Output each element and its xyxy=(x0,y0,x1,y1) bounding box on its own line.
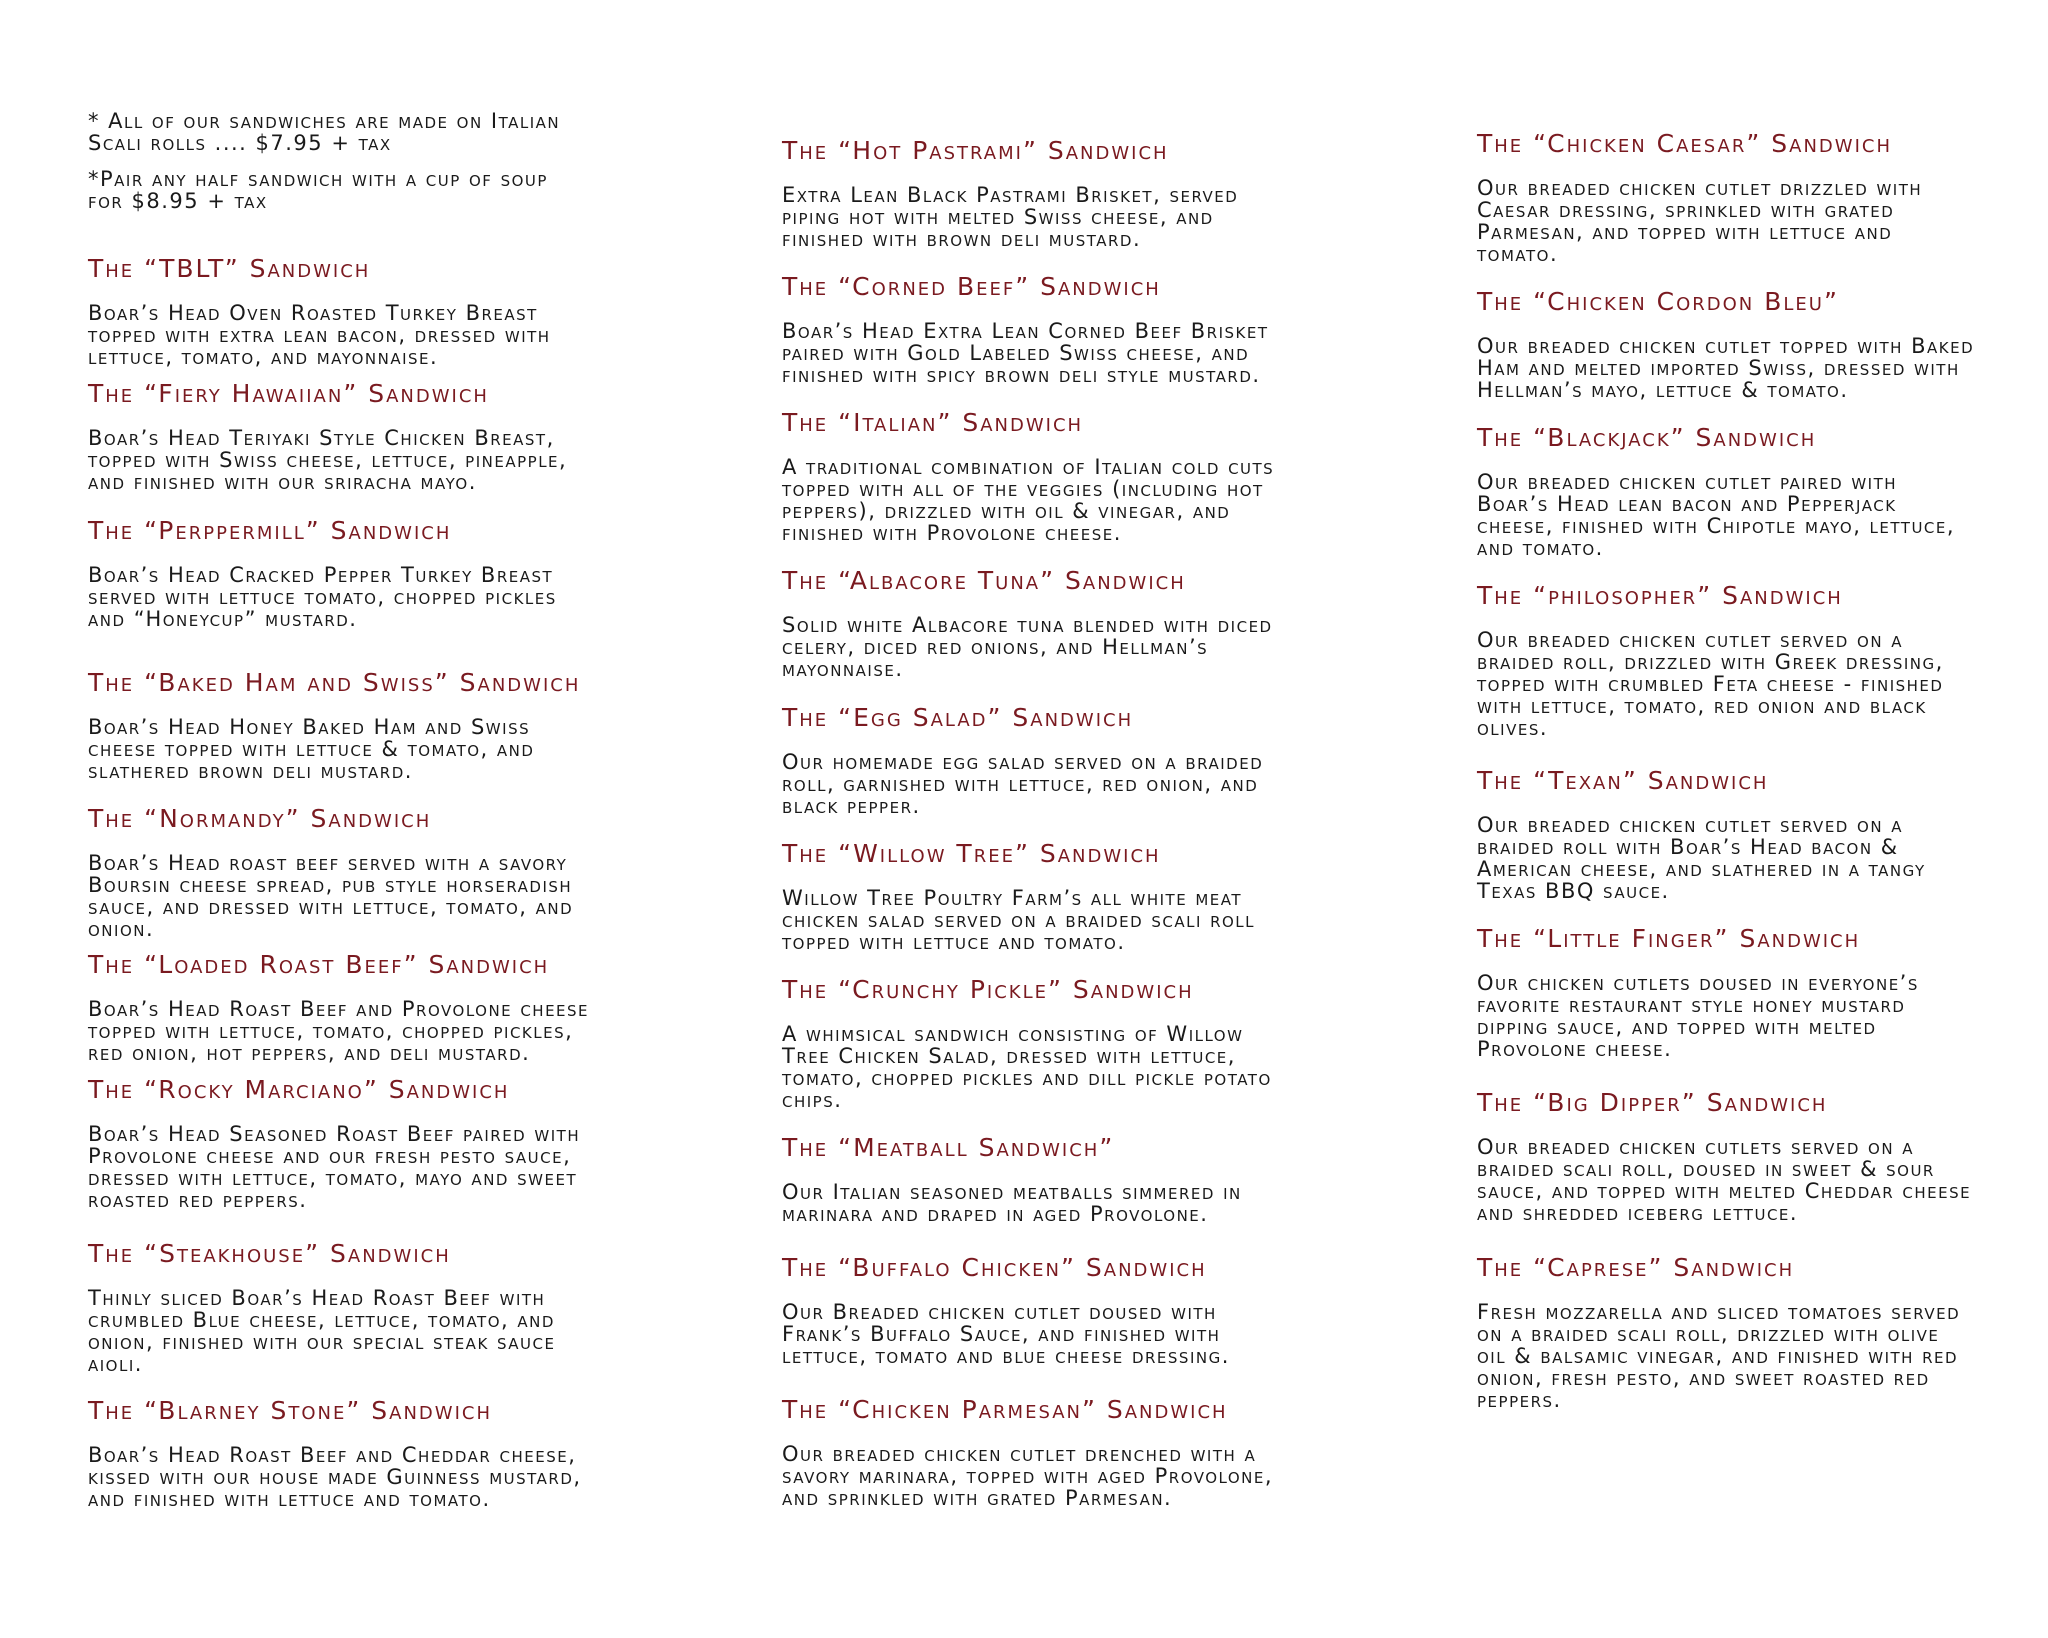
menu-item-description: Our Breaded chicken cutlet doused with Frank’s Buffalo Sauce, and finished with lettuce, tomato and blue cheese dressing. xyxy=(782,1300,1230,1368)
menu-item-description: Our breaded chicken cutlet served on a braided roll, drizzled with Greek dressing, topped with crumbled Feta cheese - finished with lettuce, tomato, red onion and black olives. xyxy=(1477,628,1944,740)
menu-item-description: Our chicken cutlets doused in everyone’s favorite restaurant style honey mustard dipping sauce, and topped with melted Provolone cheese. xyxy=(1477,971,1919,1061)
menu-item-title: The “Fiery Hawaiian” Sandwich xyxy=(88,379,489,408)
menu-item-description: Solid white Albacore tuna blended with diced celery, diced red onions, and Hellman’s mayonnaise. xyxy=(782,613,1273,681)
menu-item xyxy=(1477,768,1997,902)
menu-item-title: The “Texan” Sandwich xyxy=(1477,766,1769,795)
menu-item xyxy=(88,806,608,940)
menu-item-title: The “Perppermill” Sandwich xyxy=(88,516,452,545)
price-note: * All of our sandwiches are made on Italian Scali rolls .... $7.95 + tax xyxy=(88,109,561,155)
menu-item-title: The “Baked Ham and Swiss” Sandwich xyxy=(88,668,581,697)
menu-item xyxy=(782,274,1302,386)
menu-item xyxy=(782,705,1302,817)
menu-item xyxy=(1477,425,1997,559)
menu-item-title: The “Normandy” Sandwich xyxy=(88,804,432,833)
menu-item xyxy=(88,1077,608,1211)
soup-pairing-note: *Pair any half sandwich with a cup of soup for $8.95 + tax xyxy=(88,167,548,213)
menu-item-description: Boar’s Head Teriyaki Style Chicken Breast, topped with Swiss cheese, lettuce, pineapple, and finished with our sriracha mayo. xyxy=(88,426,568,494)
menu-item-description: Boar’s Head Roast Beef and Provolone cheese topped with lettuce, tomato, chopped pickles, red onion, hot peppers, and deli mustard. xyxy=(88,997,590,1065)
menu-item-description: Our breaded chicken cutlet topped with Baked Ham and melted imported Swiss, dressed with Hellman’s mayo, lettuce & tomato. xyxy=(1477,334,1975,402)
menu-item-description: A traditional combination of Italian cold cuts topped with all of the veggies (including hot peppers), drizzled with oil & vinegar, and finished with Provolone cheese. xyxy=(782,455,1275,545)
menu-item-title: The “Albacore Tuna” Sandwich xyxy=(782,566,1186,595)
menu-item xyxy=(782,977,1302,1111)
menu-item xyxy=(88,670,608,782)
menu-item-description: A whimsical sandwich consisting of Willow Tree Chicken Salad, dressed with lettuce, tomato, chopped pickles and dill pickle potato chips. xyxy=(782,1022,1272,1112)
menu-item-title: The “Buffalo Chicken” Sandwich xyxy=(782,1253,1207,1282)
menu-item-title: The “Chicken Parmesan” Sandwich xyxy=(782,1395,1228,1424)
menu-item xyxy=(88,1241,608,1375)
menu-item xyxy=(782,1135,1302,1225)
menu-item-title: The “Big Dipper” Sandwich xyxy=(1477,1088,1828,1117)
menu-item-description: Extra Lean Black Pastrami Brisket, served piping hot with melted Swiss cheese, and finished with brown deli mustard. xyxy=(782,183,1239,251)
menu-item-description: Our breaded chicken cutlet drizzled with Caesar dressing, sprinkled with grated Parmesan, and topped with lettuce and tomato. xyxy=(1477,176,1923,266)
menu-item-description: Boar’s Head Honey Baked Ham and Swiss cheese topped with lettuce & tomato, and slathered brown deli mustard. xyxy=(88,715,535,783)
menu-item xyxy=(88,256,608,368)
menu-item xyxy=(782,568,1302,680)
menu-item-title: The “Chicken Caesar” Sandwich xyxy=(1477,129,1892,158)
menu-item-title: The “Italian” Sandwich xyxy=(782,408,1084,437)
menu-item-description: Boar’s Head Extra Lean Corned Beef Brisket paired with Gold Labeled Swiss cheese, and finished with spicy brown deli style mustard. xyxy=(782,319,1269,387)
menu-item-title: The “Chicken Cordon Bleu” xyxy=(1477,287,1839,316)
menu-item-description: Thinly sliced Boar’s Head Roast Beef with crumbled Blue cheese, lettuce, tomato, and onion, finished with our special steak sauce aioli. xyxy=(88,1286,556,1376)
menu-item xyxy=(782,1255,1302,1367)
menu-item-title: The “Caprese” Sandwich xyxy=(1477,1253,1795,1282)
menu-item xyxy=(88,381,608,493)
menu-item xyxy=(1477,289,1997,401)
menu-item-title: The “Willow Tree” Sandwich xyxy=(782,839,1161,868)
menu-item xyxy=(1477,583,1997,739)
menu-item xyxy=(782,410,1302,544)
menu-item-title: The “Egg Salad” Sandwich xyxy=(782,703,1134,732)
menu-item xyxy=(1477,926,1997,1060)
menu-item-description: Our breaded chicken cutlets served on a braided scali roll, doused in sweet & sour sauce, and topped with melted Cheddar cheese and shredded iceberg lettuce. xyxy=(1477,1135,1972,1225)
menu-item xyxy=(1477,1255,1997,1411)
menu-item-description: Boar’s Head Cracked Pepper Turkey Breast served with lettuce tomato, chopped pickles and “Honeycup” mustard. xyxy=(88,563,557,631)
menu-item-description: Boar’s Head Seasoned Roast Beef paired with Provolone cheese and our fresh pesto sauce, dressed with lettuce, tomato, mayo and sweet roasted red peppers. xyxy=(88,1122,581,1212)
menu-item-description: Fresh mozzarella and sliced tomatoes served on a braided scali roll, drizzled with olive oil & balsamic vinegar, and finished with red onion, fresh pesto, and sweet roasted red peppers. xyxy=(1477,1300,1961,1412)
menu-item-title: The “Steakhouse” Sandwich xyxy=(88,1239,451,1268)
menu-item-title: The “Crunchy Pickle” Sandwich xyxy=(782,975,1194,1004)
menu-item-title: The “Little Finger” Sandwich xyxy=(1477,924,1861,953)
menu-item-title: The “philosopher” Sandwich xyxy=(1477,581,1843,610)
menu-item-description: Willow Tree Poultry Farm’s all white meat chicken salad served on a braided scali roll topped with lettuce and tomato. xyxy=(782,886,1256,954)
menu-item-description: Boar’s Head roast beef served with a savory Boursin cheese spread, pub style horseradish sauce, and dressed with lettuce, tomato, and onion. xyxy=(88,851,574,941)
menu-item-description: Our Italian seasoned meatballs simmered in marinara and draped in aged Provolone. xyxy=(782,1180,1242,1226)
menu-item-title: The “Hot Pastrami” Sandwich xyxy=(782,136,1169,165)
menu-item-description: Our breaded chicken cutlet served on a braided roll with Boar’s Head bacon & American cheese, and slathered in a tangy Texas BBQ sauce. xyxy=(1477,813,1926,903)
menu-item-description: Boar’s Head Roast Beef and Cheddar cheese, kissed with our house made Guinness mustard, and finished with lettuce and tomato. xyxy=(88,1443,582,1511)
menu-item xyxy=(88,952,608,1064)
menu-item-title: The “Loaded Roast Beef” Sandwich xyxy=(88,950,550,979)
menu-item-description: Boar’s Head Oven Roasted Turkey Breast topped with extra lean bacon, dressed with lettuce, tomato, and mayonnaise. xyxy=(88,301,551,369)
menu-item xyxy=(782,841,1302,953)
menu-item-title: The “TBLT” Sandwich xyxy=(88,254,371,283)
menu-item-description: Our breaded chicken cutlet paired with Boar’s Head lean bacon and Pepperjack cheese, finished with Chipotle mayo, lettuce, and tomato. xyxy=(1477,470,1956,560)
menu-item-title: The “Rocky Marciano” Sandwich xyxy=(88,1075,510,1104)
menu-item-description: Our homemade egg salad served on a braided roll, garnished with lettuce, red onion, and black pepper. xyxy=(782,750,1264,818)
menu-item xyxy=(88,518,608,630)
menu-item-title: The “Corned Beef” Sandwich xyxy=(782,272,1161,301)
menu-item xyxy=(782,138,1302,250)
menu-item-title: The “Blackjack” Sandwich xyxy=(1477,423,1817,452)
menu-item-title: The “Blarney Stone” Sandwich xyxy=(88,1396,492,1425)
menu-item-title: The “Meatball Sandwich” xyxy=(782,1133,1115,1162)
menu-item xyxy=(88,1398,608,1510)
menu-item xyxy=(1477,131,1997,265)
menu-item xyxy=(1477,1090,1997,1224)
menu-item xyxy=(782,1397,1302,1509)
menu-item-description: Our breaded chicken cutlet drenched with a savory marinara, topped with aged Provolone, and sprinkled with grated Parmesan. xyxy=(782,1442,1274,1510)
